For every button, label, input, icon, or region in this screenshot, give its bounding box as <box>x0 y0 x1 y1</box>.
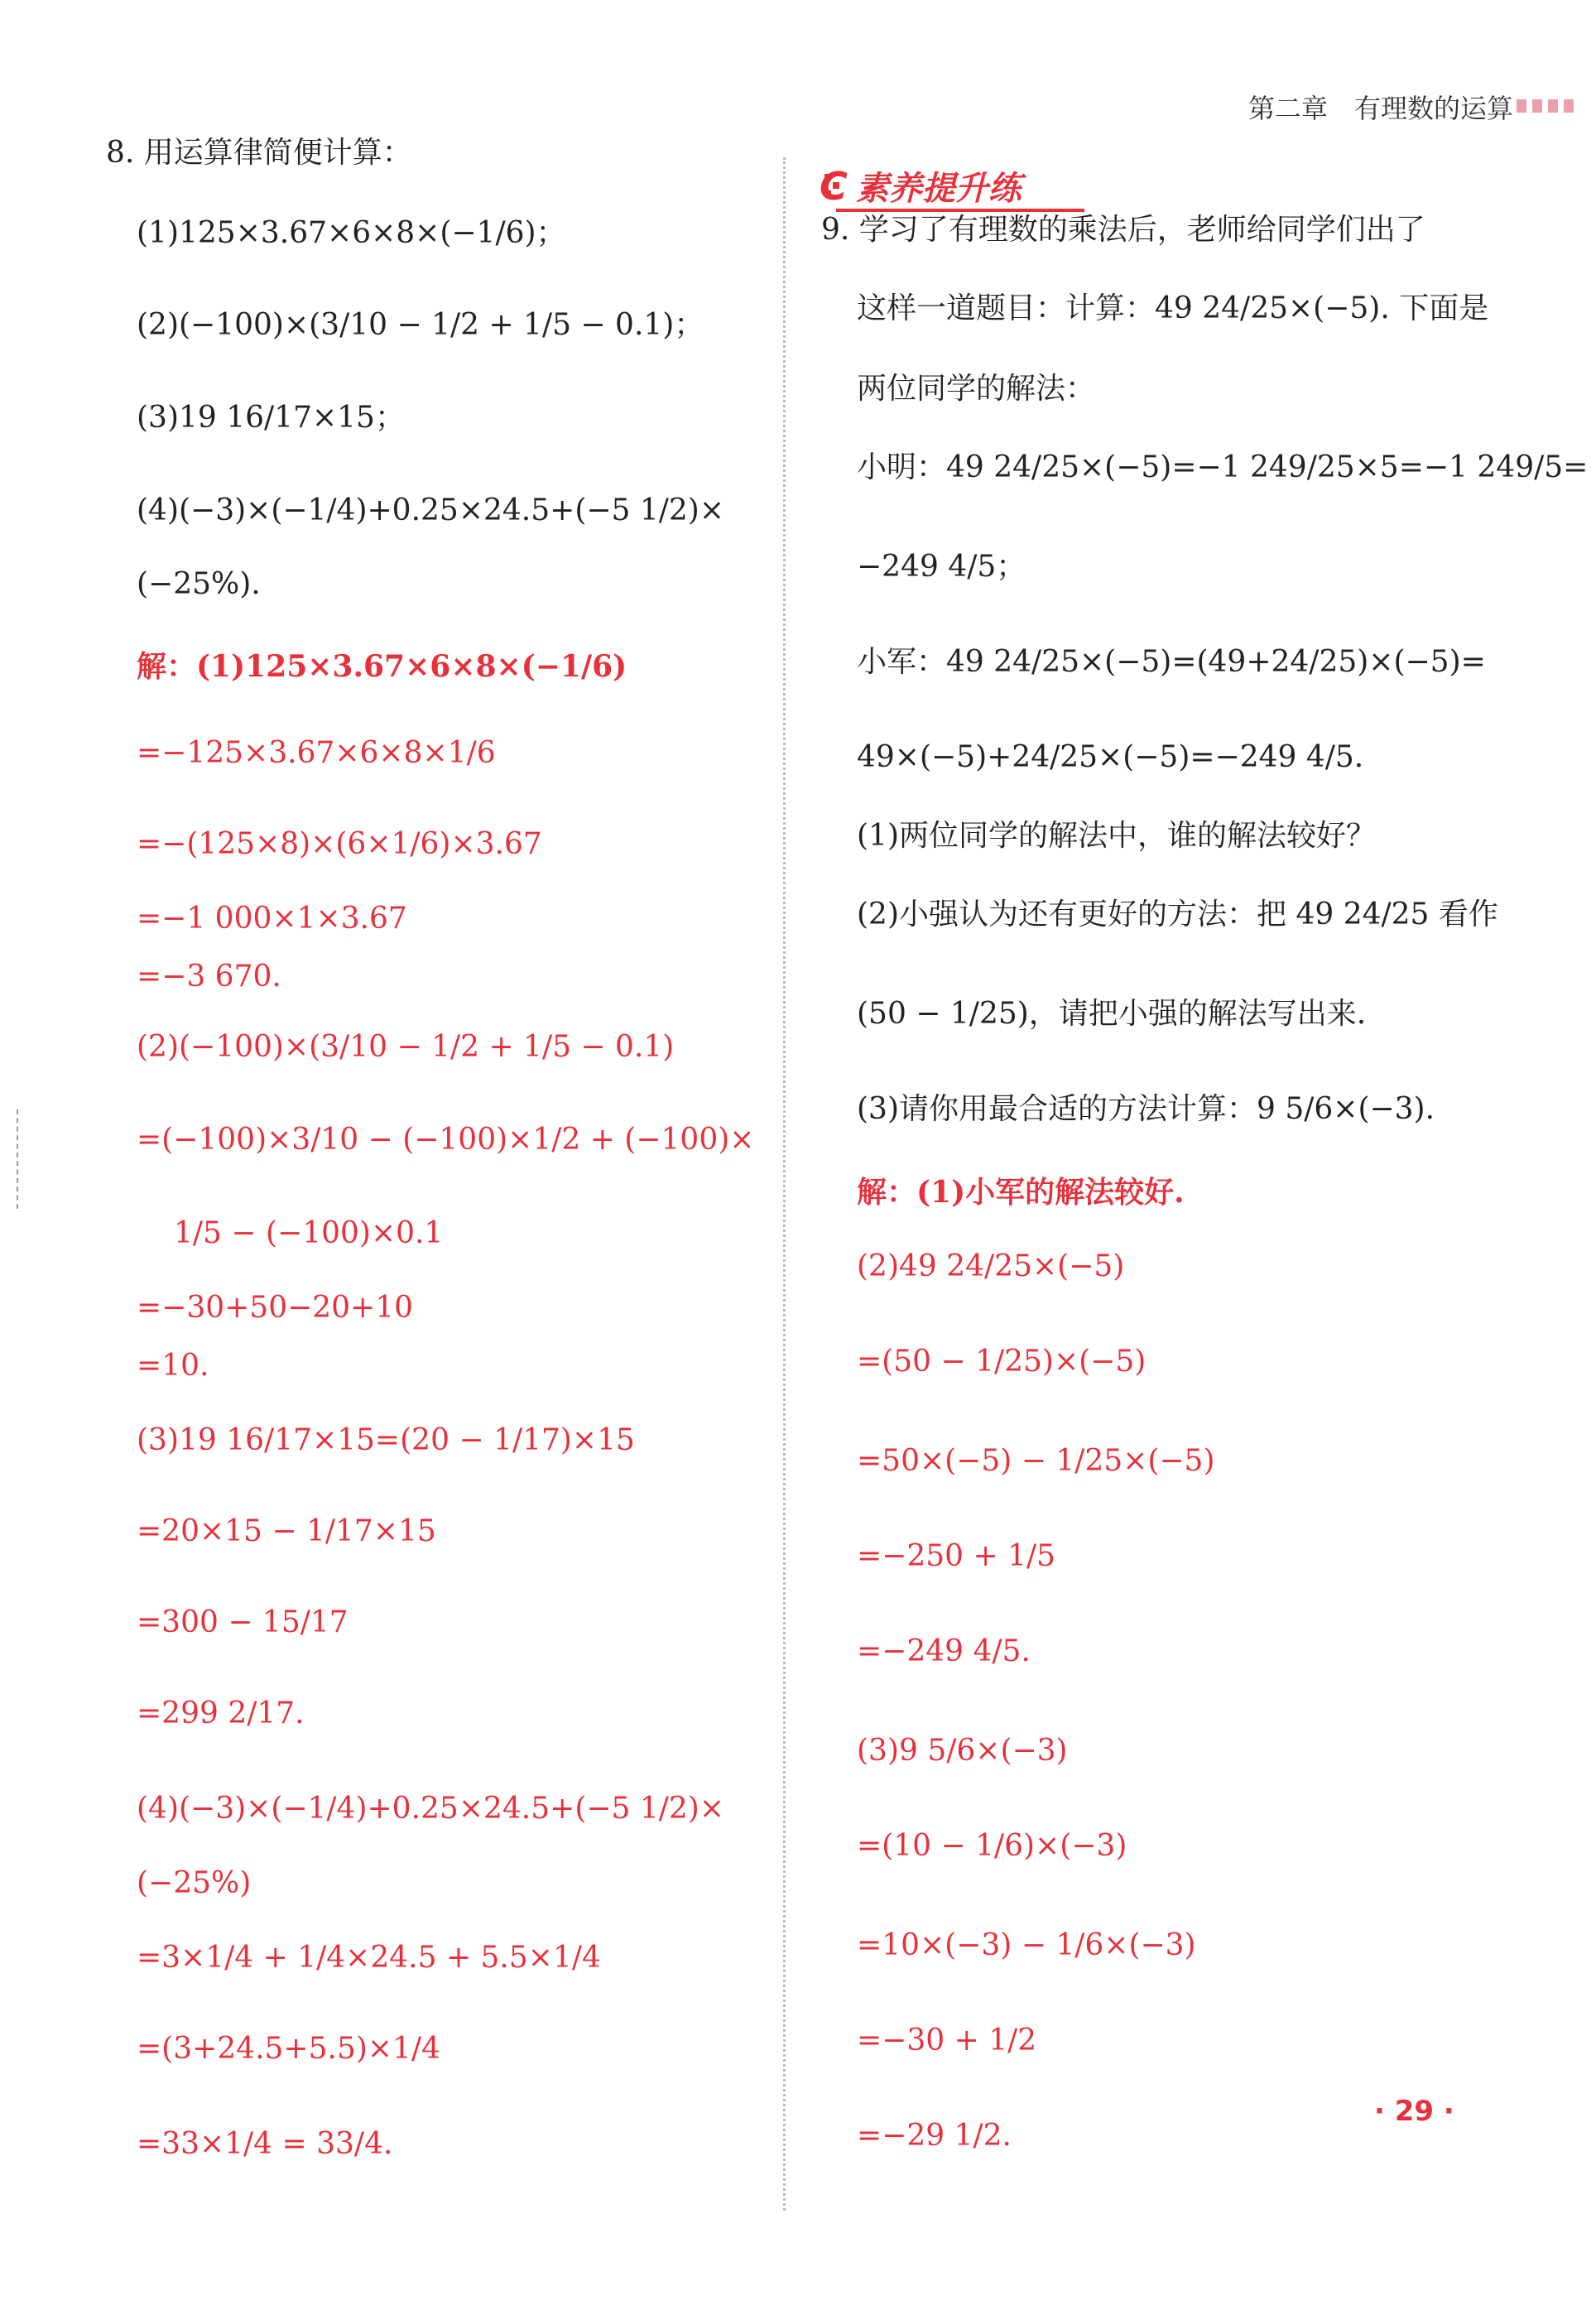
solution-line: (3)19 16/17×15=(20 − 1/17)×15 <box>137 1423 635 1457</box>
solution-line: =20×15 − 1/17×15 <box>137 1514 436 1548</box>
solution-line: =(50 − 1/25)×(−5) <box>857 1345 1147 1379</box>
problem-line: 9. 学习了有理数的乘法后，老师给同学们出了 <box>821 213 1425 247</box>
column-divider <box>783 157 786 2211</box>
solution-line: (4)(−3)×(−1/4)+0.25×24.5+(−5 1/2)× <box>137 1792 725 1826</box>
solution-line: =10. <box>137 1349 209 1383</box>
solution-line: =−125×3.67×6×8×1/6 <box>137 736 496 770</box>
solution-line: =10×(−3) − 1/6×(−3) <box>857 1928 1196 1962</box>
solution-line: =−249 4/5. <box>857 1634 1031 1668</box>
solution-line: =(10 − 1/6)×(−3) <box>857 1829 1127 1863</box>
problem-line: 两位同学的解法： <box>857 372 1096 406</box>
chapter-header: 第二章 有理数的运算 <box>1247 93 1513 124</box>
solution-line: =3×1/4 + 1/4×24.5 + 5.5×1/4 <box>137 1941 601 1975</box>
section-letter: C <box>820 164 848 209</box>
solution-line: =300 − 15/17 <box>137 1605 349 1639</box>
solution-line: (−25%) <box>137 1866 252 1900</box>
solution-line: 解：(1)125×3.67×6×8×(−1/6) <box>137 649 627 684</box>
problem-line: (1)两位同学的解法中，谁的解法较好？ <box>857 819 1376 853</box>
solution-line: =−250 + 1/5 <box>857 1539 1056 1573</box>
page-number: · 29 · <box>1374 2095 1454 2128</box>
section-title: 素养提升练 <box>855 170 1022 208</box>
problem-line: −249 4/5； <box>857 550 1026 584</box>
solution-line: =−3 670. <box>137 960 281 994</box>
solution-line: =(−100)×3/10 − (−100)×1/2 + (−100)× <box>137 1123 755 1157</box>
solution-line: (3)9 5/6×(−3) <box>857 1734 1068 1768</box>
solution-line: 解：(1)小军的解法较好. <box>857 1175 1185 1210</box>
solution-line: =−1 000×1×3.67 <box>137 902 407 936</box>
solution-line: =(3+24.5+5.5)×1/4 <box>137 2032 440 2066</box>
solution-line: (2)(−100)×(3/10 − 1/2 + 1/5 − 0.1) <box>137 1030 675 1064</box>
problem-line: (1)125×3.67×6×8×(−1/6)； <box>137 216 566 250</box>
solution-line: =−(125×8)×(6×1/6)×3.67 <box>137 827 542 861</box>
solution-line: =−30 + 1/2 <box>857 2024 1037 2057</box>
problem-line: (2)(−100)×(3/10 − 1/2 + 1/5 − 0.1)； <box>137 308 704 342</box>
problem-line: (−25%). <box>137 567 261 601</box>
header-decoration <box>1517 99 1579 113</box>
problem-line: (3)请你用最合适的方法计算：9 5/6×(−3). <box>857 1092 1435 1126</box>
solution-line: =−30+50−20+10 <box>137 1291 414 1325</box>
solution-line: =33×1/4 = 33/4. <box>137 2127 393 2161</box>
solution-line: (2)49 24/25×(−5) <box>857 1249 1125 1283</box>
problem-line: (2)小强认为还有更好的方法：把 49 24/25 看作 <box>857 898 1498 931</box>
problem-line: 小军：49 24/25×(−5)=(49+24/25)×(−5)= <box>857 645 1486 679</box>
section-c-title <box>820 161 1022 211</box>
problem-line: 8. 用运算律简便计算： <box>106 136 412 170</box>
problem-line: (50 − 1/25)，请把小强的解法写出来. <box>857 997 1367 1031</box>
solution-line: =50×(−5) − 1/25×(−5) <box>857 1444 1215 1478</box>
solution-line: =−29 1/2. <box>857 2119 1012 2153</box>
margin-mark <box>17 1109 30 1209</box>
problem-line: 小明：49 24/25×(−5)=−1 249/25×5=−1 249/5= <box>857 450 1589 484</box>
problem-line: 这样一道题目：计算：49 24/25×(−5). 下面是 <box>857 291 1489 325</box>
problem-line: 49×(−5)+24/25×(−5)=−249 4/5. <box>857 740 1364 774</box>
problem-line: (4)(−3)×(−1/4)+0.25×24.5+(−5 1/2)× <box>137 493 725 527</box>
solution-line: =299 2/17. <box>137 1696 305 1730</box>
problem-line: (3)19 16/17×15； <box>137 401 405 435</box>
solution-line: 1/5 − (−100)×0.1 <box>174 1216 444 1250</box>
